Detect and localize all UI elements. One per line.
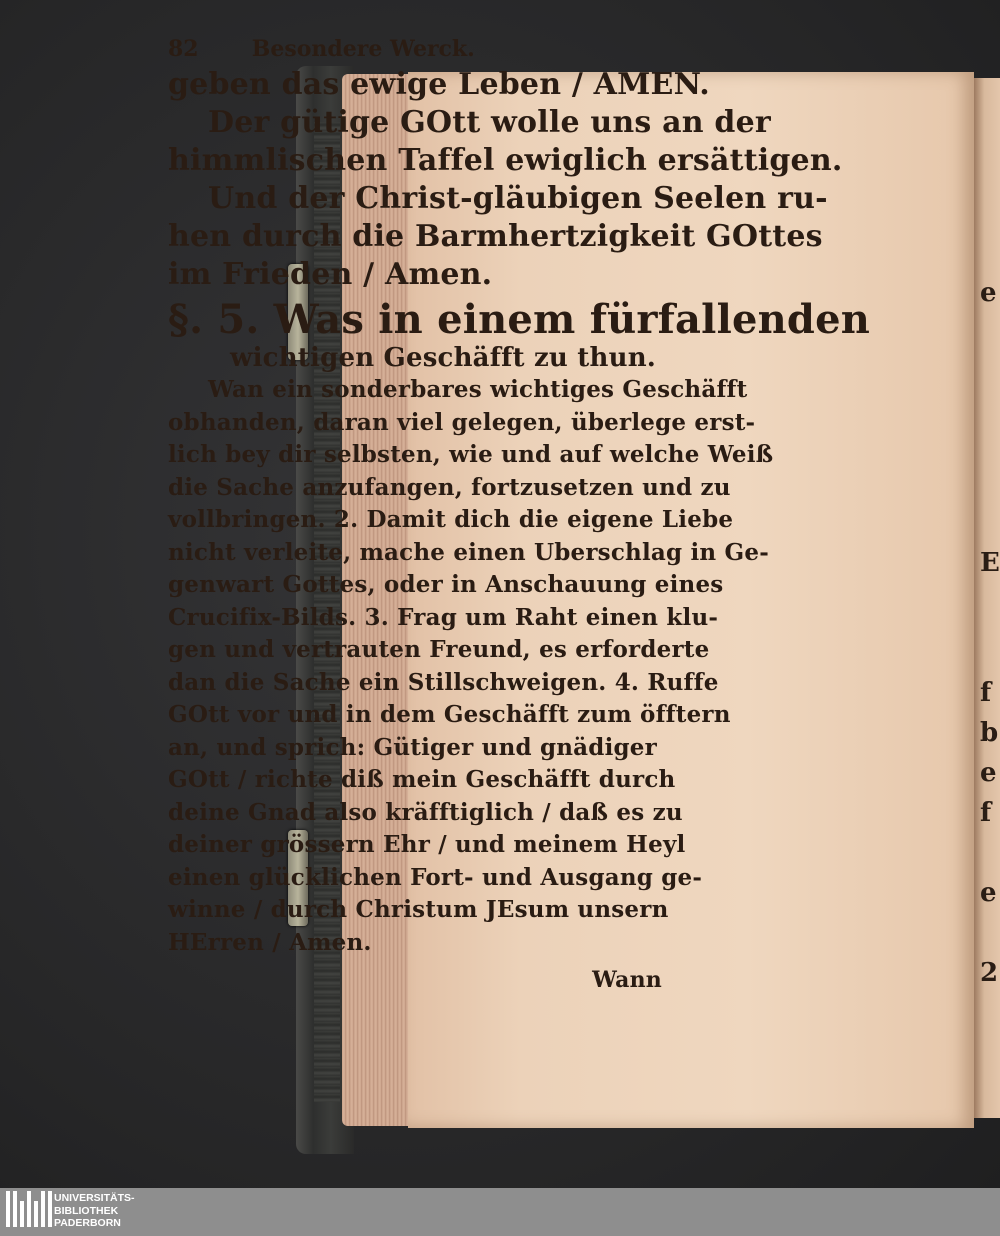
right-page-glyph: e <box>980 878 997 908</box>
catchword: Wann <box>592 967 662 993</box>
body-line: an, und sprich: Gütiger und gnädiger <box>168 733 657 761</box>
text-line: im Frieden / Amen. <box>168 257 493 292</box>
body-line: winne / durch Christum JEsum unsern <box>168 896 669 923</box>
body-line: HErren / Amen. <box>168 928 372 956</box>
running-header <box>168 36 528 62</box>
body-line: genwart Gottes, oder in Anschauung eines <box>168 571 724 598</box>
text-line: Der gütige GOtt wolle uns an der <box>208 105 771 140</box>
body-line: einen glücklichen Fort- und Ausgang ge- <box>168 863 703 891</box>
running-head: Besondere Werck. <box>251 36 475 62</box>
body-line: Wan ein sonderbares wichtiges Geschäfft <box>208 376 748 403</box>
body-line: GOtt / richte diß mein Geschäfft durch <box>168 766 676 793</box>
body-line: deiner grössern Ehr / und meinem Heyl <box>168 831 686 858</box>
body-line: deine Gnad also kräfftiglich / daß es zu <box>168 798 683 826</box>
text-line: geben das ewige Leben / AMEN. <box>168 67 710 102</box>
body-line: obhanden, daran viel gelegen, überlege erst- <box>168 408 756 436</box>
right-page-glyph: 2 <box>980 958 999 988</box>
body-line: Crucifix-Bilds. 3. Frag um Raht einen klu- <box>168 603 719 631</box>
library-name-line: UNIVERSITÄTS- <box>54 1192 135 1204</box>
body-line: gen und vertrauten Freund, es erforderte <box>168 636 710 663</box>
right-page-edge <box>974 78 1000 1118</box>
body-line: dan die Sache ein Stillschweigen. 4. Ruffe <box>168 668 719 696</box>
body-line: die Sache anzufangen, fortzusetzen und zu <box>168 473 731 501</box>
right-page-glyph: e <box>980 278 997 308</box>
body-line: GOtt vor und in dem Geschäfft zum öfftern <box>168 701 731 728</box>
library-name-line: BIBLIOTHEK <box>54 1204 119 1217</box>
library-name-line: PADERBORN <box>54 1217 121 1229</box>
page-number: 82 <box>168 36 199 62</box>
page-text <box>168 36 871 993</box>
library-footer <box>0 1188 1000 1236</box>
body-line: nicht verleite, mache einen Uberschlag in Ge- <box>168 538 769 566</box>
right-page-glyph: E <box>980 548 1000 578</box>
text-line: Und der Christ-gläubigen Seelen ru- <box>208 181 828 216</box>
right-page-glyph: b <box>980 718 999 748</box>
section-heading: §. 5. Was in einem fürfallenden <box>168 296 871 343</box>
right-page-glyph: e <box>980 758 997 788</box>
text-line: hen durch die Barmhertzigkeit GOttes <box>168 219 823 254</box>
section-subheading: wichtigen Geschäfft zu thun. <box>230 343 657 373</box>
library-name <box>54 1192 135 1230</box>
right-page-glyph: f <box>980 798 992 828</box>
library-logo-icon <box>6 1191 52 1227</box>
text-line: himmlischen Taffel ewiglich ersättigen. <box>168 143 843 178</box>
body-line: vollbringen. 2. Damit dich die eigene Liebe <box>168 506 734 533</box>
right-page-glyph: f <box>980 678 992 708</box>
body-line: lich bey dir selbsten, wie und auf welche Weiß <box>168 441 774 468</box>
